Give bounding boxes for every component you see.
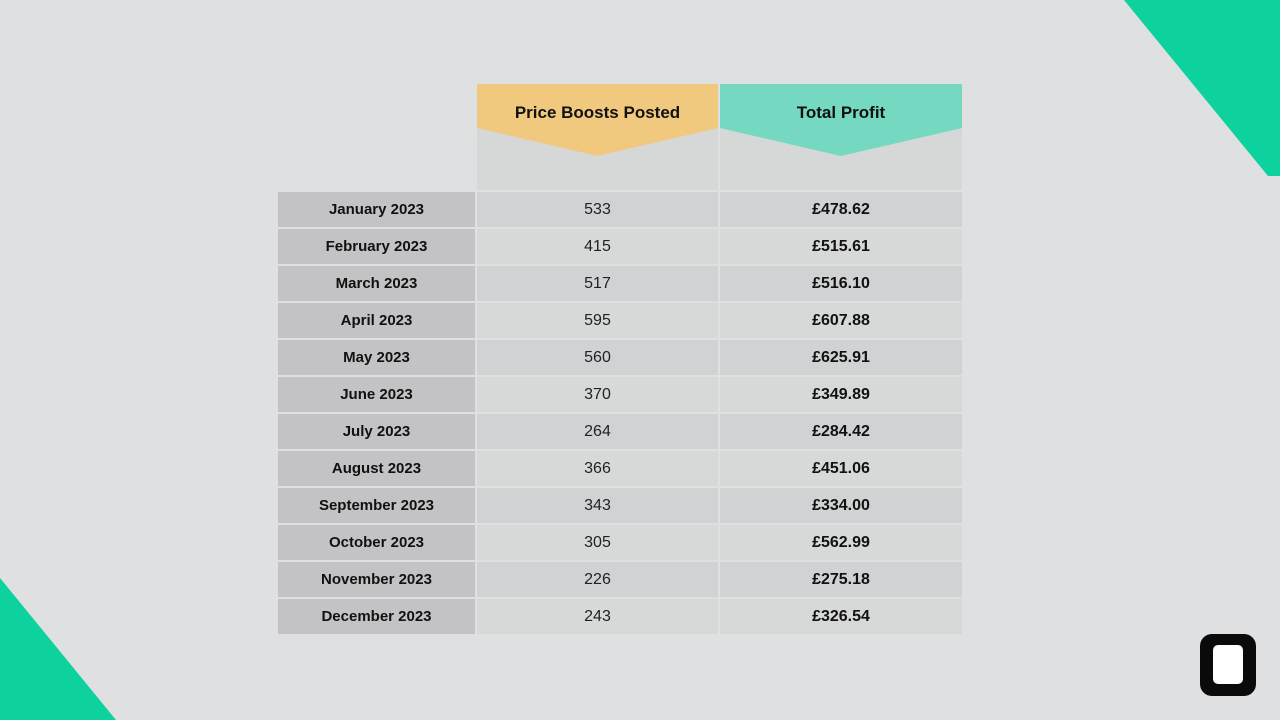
table-row — [278, 377, 962, 412]
cell-boosts: 305 — [477, 525, 718, 560]
corner-triangle-bottom-left — [0, 578, 116, 720]
table-row — [278, 525, 962, 560]
header-label-price-boosts: Price Boosts Posted — [514, 103, 681, 122]
cell-month: January 2023 — [278, 192, 475, 227]
table-row — [278, 451, 962, 486]
cell-boosts: 370 — [477, 377, 718, 412]
cell-month: April 2023 — [278, 303, 475, 338]
cell-boosts: 560 — [477, 340, 718, 375]
cell-profit: £334.00 — [720, 488, 962, 523]
table-row — [278, 266, 962, 301]
cell-boosts: 415 — [477, 229, 718, 264]
table-row — [278, 414, 962, 449]
cell-profit: £515.61 — [720, 229, 962, 264]
rounded-square-logo-icon — [1200, 634, 1256, 696]
cell-month: December 2023 — [278, 599, 475, 634]
table-row — [278, 599, 962, 634]
table-row — [278, 229, 962, 264]
header-price-boosts — [477, 84, 718, 190]
cell-boosts: 517 — [477, 266, 718, 301]
table-row — [278, 303, 962, 338]
cell-boosts: 366 — [477, 451, 718, 486]
cell-month: February 2023 — [278, 229, 475, 264]
cell-boosts: 595 — [477, 303, 718, 338]
cell-month: September 2023 — [278, 488, 475, 523]
profit-table — [278, 84, 962, 636]
table-row — [278, 340, 962, 375]
cell-profit: £349.89 — [720, 377, 962, 412]
cell-month: October 2023 — [278, 525, 475, 560]
header-label-total-profit: Total Profit — [796, 103, 886, 122]
corner-triangle-top-right — [1124, 0, 1280, 176]
cell-profit: £451.06 — [720, 451, 962, 486]
cell-boosts: 243 — [477, 599, 718, 634]
cell-boosts: 533 — [477, 192, 718, 227]
header-total-profit — [720, 84, 962, 190]
cell-profit: £562.99 — [720, 525, 962, 560]
cell-profit: £607.88 — [720, 303, 962, 338]
cell-month: July 2023 — [278, 414, 475, 449]
table-row — [278, 562, 962, 597]
table-header — [278, 84, 962, 190]
table-row — [278, 192, 962, 227]
table-body — [278, 192, 962, 634]
cell-month: May 2023 — [278, 340, 475, 375]
cell-profit: £478.62 — [720, 192, 962, 227]
cell-profit: £284.42 — [720, 414, 962, 449]
cell-profit: £275.18 — [720, 562, 962, 597]
cell-month: August 2023 — [278, 451, 475, 486]
cell-month: March 2023 — [278, 266, 475, 301]
cell-profit: £516.10 — [720, 266, 962, 301]
cell-boosts: 343 — [477, 488, 718, 523]
cell-month: June 2023 — [278, 377, 475, 412]
cell-boosts: 264 — [477, 414, 718, 449]
cell-profit: £326.54 — [720, 599, 962, 634]
table-row — [278, 488, 962, 523]
cell-profit: £625.91 — [720, 340, 962, 375]
cell-boosts: 226 — [477, 562, 718, 597]
cell-month: November 2023 — [278, 562, 475, 597]
